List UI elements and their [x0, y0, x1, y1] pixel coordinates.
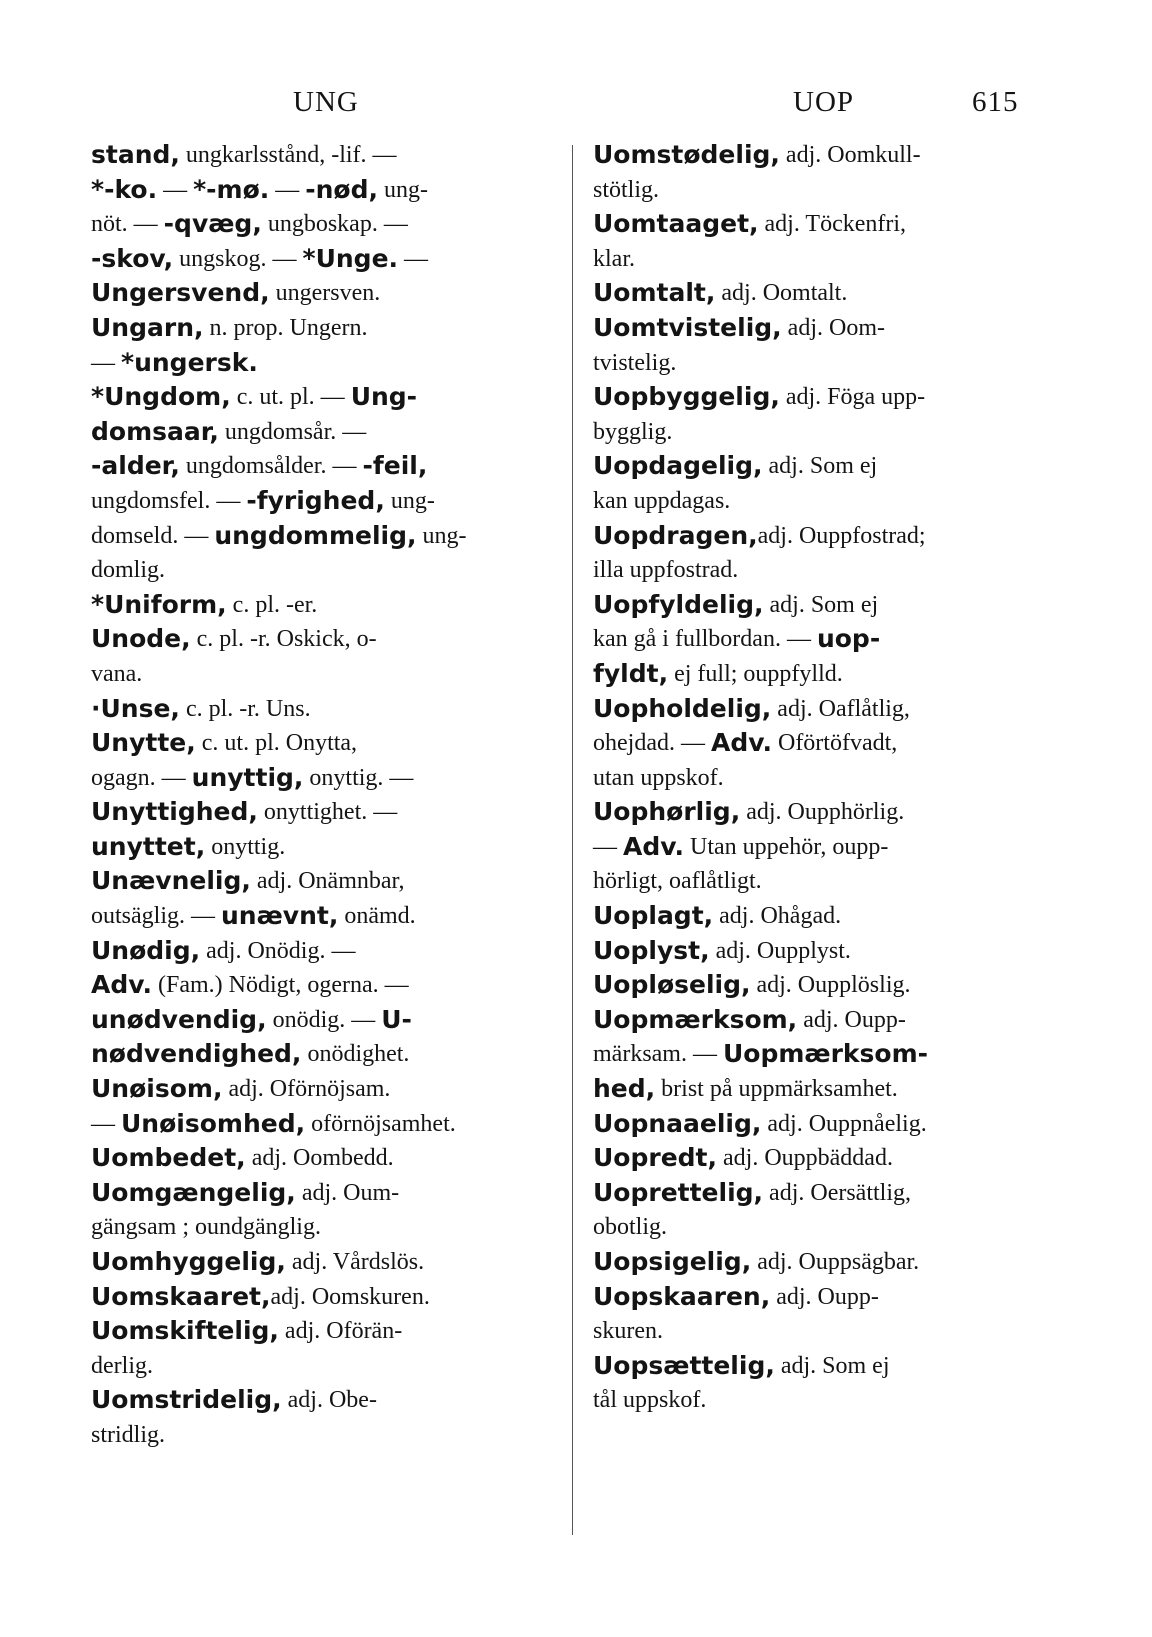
definition-text: domlig.: [91, 557, 166, 584]
definition-text: Utan uppehör, oupp-: [684, 833, 889, 860]
dictionary-line: [91, 449, 561, 484]
definition-text: gängsam ; oundgänglig.: [91, 1214, 321, 1241]
definition-text: outsäglig. —: [91, 903, 221, 930]
definition-text: —: [157, 176, 194, 203]
definition-text: adj. Onämnbar,: [250, 868, 405, 895]
definition-text: bygglig.: [593, 418, 673, 445]
definition-text: adj. Oomskuren.: [270, 1283, 430, 1310]
headword: Uoplyst,: [593, 935, 710, 965]
headword: Unytte,: [91, 728, 196, 758]
dictionary-line: [91, 1176, 561, 1211]
right-column: [593, 138, 1063, 1418]
dictionary-line: [593, 795, 1063, 830]
definition-text: adj. Föga upp-: [779, 384, 926, 411]
definition-text: domseld. —: [91, 522, 215, 549]
headword: unyttet,: [91, 831, 206, 861]
dictionary-line: [91, 1314, 561, 1349]
definition-text: ungdomsålder. —: [179, 453, 363, 480]
definition-text: c. ut. pl. Onytta,: [195, 730, 358, 757]
dictionary-line: [593, 934, 1063, 969]
definition-text: ogagn. —: [91, 764, 192, 791]
dictionary-line: [91, 588, 561, 623]
definition-text: adj. Ouppsägbar.: [751, 1249, 920, 1275]
dictionary-line: [91, 138, 561, 173]
dictionary-line: [593, 449, 1063, 484]
dictionary-line: [91, 553, 561, 588]
definition-text: onödig. —: [266, 1006, 382, 1033]
headword: Adv.: [623, 831, 684, 861]
definition-text: tål uppskof.: [593, 1387, 707, 1414]
definition-text: adj. Ouppbäddad.: [717, 1145, 893, 1172]
dictionary-line: [91, 830, 561, 865]
dictionary-line: [91, 1210, 561, 1245]
dictionary-line: [593, 553, 1063, 588]
headword: Uomhyggelig,: [91, 1247, 286, 1276]
dictionary-line: [91, 726, 561, 761]
headword: Unødig,: [91, 935, 201, 965]
definition-text: skuren.: [593, 1318, 663, 1345]
dictionary-line: [593, 1072, 1063, 1107]
headword: ungdommelig,: [214, 520, 417, 550]
headword: unødvendig,: [91, 1004, 267, 1034]
dictionary-line: [593, 484, 1063, 519]
definition-text: adj. Oupphörlig.: [740, 799, 905, 826]
headword: Unyttighed,: [91, 797, 258, 827]
headword: Uopdagelig,: [593, 451, 763, 481]
dictionary-line: [91, 968, 561, 1003]
dictionary-line: [91, 899, 561, 934]
headword: Uomtvistelig,: [593, 312, 782, 342]
headword: *Unge.: [302, 243, 399, 273]
definition-text: hörligt, oaflåtligt.: [593, 868, 762, 895]
definition-text: onyttig. —: [303, 764, 414, 791]
dictionary-line: [593, 1141, 1063, 1176]
headword: Uopholdelig,: [593, 693, 772, 723]
definition-text: oförnöjsamhet.: [305, 1110, 456, 1137]
headword: Uomskaaret,: [91, 1281, 271, 1311]
definition-text: —: [91, 1110, 121, 1137]
dictionary-line: [593, 692, 1063, 727]
definition-text: adj. Oupp-: [797, 1006, 906, 1033]
headword: *-mø.: [193, 174, 270, 204]
dictionary-line: [593, 622, 1063, 657]
left-column: [91, 138, 561, 1453]
definition-text: adj. Oomkull-: [779, 142, 921, 168]
definition-text: ungdomsfel. —: [91, 487, 247, 514]
definition-text: ungersven.: [269, 280, 381, 307]
definition-text: adj. Som ej: [762, 453, 878, 480]
headword: Uopsigelig,: [593, 1247, 752, 1276]
running-head-left: UNG: [293, 86, 359, 118]
headword: Adv.: [91, 970, 152, 1000]
headword: -skov,: [91, 243, 174, 273]
headword: *Uniform,: [91, 589, 227, 619]
dictionary-line: [91, 1141, 561, 1176]
column-divider: [572, 145, 573, 1535]
definition-text: stridlig.: [91, 1421, 166, 1448]
definition-text: adj. Oaflåtlig,: [771, 695, 910, 722]
definition-text: ohejdad. —: [593, 730, 711, 757]
definition-text: ungkarlsstånd, -lif. —: [179, 142, 397, 168]
definition-text: onyttig.: [205, 833, 286, 860]
headword: unyttig,: [191, 762, 304, 792]
headword: Uopbyggelig,: [593, 382, 780, 412]
definition-text: adj. Ouppnåelig.: [761, 1110, 927, 1137]
dictionary-line: [593, 276, 1063, 311]
definition-text: adj. Vårdslös.: [285, 1249, 425, 1275]
running-head-center: UOP: [793, 86, 855, 118]
definition-text: adj. Oupplöslig.: [750, 972, 911, 999]
dictionary-line: [593, 1210, 1063, 1245]
headword: Unode,: [91, 624, 191, 654]
definition-text: adj. Ouppfostrad;: [757, 522, 926, 549]
dictionary-line: [91, 657, 561, 692]
dictionary-line: [91, 1003, 561, 1038]
headword: unævnt,: [221, 901, 339, 931]
headword: Uopmærksom,: [593, 1004, 798, 1034]
definition-text: adj. Oupp-: [770, 1283, 879, 1310]
dictionary-line: [91, 484, 561, 519]
definition-text: derlig.: [91, 1352, 153, 1379]
dictionary-line: [91, 692, 561, 727]
definition-text: kan uppdagas.: [593, 487, 731, 514]
dictionary-line: [91, 934, 561, 969]
headword: Adv.: [710, 728, 772, 758]
headword: Uomtalt,: [593, 278, 716, 308]
definition-text: märksam. —: [593, 1041, 723, 1068]
definition-text: obotlig.: [593, 1214, 668, 1241]
dictionary-line: [593, 726, 1063, 761]
definition-text: adj. Töckenfri,: [758, 211, 907, 238]
headword: -qvæg,: [163, 209, 262, 239]
definition-text: adj. Ohågad.: [713, 903, 842, 930]
dictionary-line: [593, 899, 1063, 934]
dictionary-line: [593, 380, 1063, 415]
dictionary-line: [593, 1037, 1063, 1072]
definition-text: adj. Oförnöjsam.: [222, 1076, 391, 1103]
dictionary-line: [91, 207, 561, 242]
dictionary-line: [593, 968, 1063, 1003]
headword: Uoplagt,: [593, 901, 714, 931]
dictionary-line: [593, 1245, 1063, 1280]
headword: Uombedet,: [91, 1143, 246, 1173]
dictionary-line: [91, 173, 561, 208]
definition-text: adj. Oersättlig,: [763, 1179, 912, 1206]
headword: -feil,: [362, 451, 428, 481]
headword: Uomstødelig,: [593, 140, 780, 169]
dictionary-line: [91, 1107, 561, 1142]
dictionary-line: [593, 519, 1063, 554]
headword: fyldt,: [593, 658, 669, 688]
definition-text: c. pl. -r. Uns.: [179, 695, 311, 722]
dictionary-line: [91, 1245, 561, 1280]
dictionary-line: [91, 346, 561, 381]
dictionary-line: [593, 311, 1063, 346]
headword: Uophørlig,: [593, 797, 741, 827]
dictionary-line: [593, 830, 1063, 865]
dictionary-line: [91, 311, 561, 346]
dictionary-line: [593, 242, 1063, 277]
headword: *-ko.: [91, 174, 158, 204]
definition-text: —: [91, 349, 121, 376]
definition-text: klar.: [593, 245, 635, 272]
headword: stand,: [91, 140, 180, 169]
dictionary-line: [91, 1037, 561, 1072]
headword: U-: [381, 1004, 412, 1034]
headword: Unævnelig,: [91, 866, 251, 896]
definition-text: adj. Oum-: [295, 1179, 400, 1206]
headword: Uopmærksom-: [722, 1039, 929, 1069]
definition-text: stötlig.: [593, 176, 660, 203]
page-number: 615: [972, 86, 1019, 118]
definition-text: ung-: [416, 522, 467, 549]
definition-text: adj. Oomtalt.: [715, 280, 848, 307]
headword: ·Unse,: [91, 693, 180, 723]
dictionary-line: [91, 622, 561, 657]
headword: Ung-: [350, 382, 418, 412]
definition-text: ungboskap. —: [261, 211, 408, 238]
definition-text: adj. Oombedd.: [245, 1145, 394, 1172]
definition-text: c. pl. -er.: [226, 591, 318, 618]
dictionary-line: [593, 1003, 1063, 1038]
definition-text: utan uppskof.: [593, 764, 724, 791]
headword: -nød,: [305, 174, 378, 204]
definition-text: ung-: [384, 487, 435, 514]
dictionary-line: [593, 346, 1063, 381]
dictionary-line: [593, 1107, 1063, 1142]
dictionary-line: [593, 864, 1063, 899]
definition-text: nöt. —: [91, 211, 164, 238]
dictionary-line: [91, 795, 561, 830]
dictionary-line: [91, 1418, 561, 1453]
definition-text: adj. Oförän-: [278, 1318, 403, 1345]
headword: Uopløselig,: [593, 970, 751, 1000]
definition-text: c. pl. -r. Oskick, o-: [190, 626, 377, 653]
headword: *Ungdom,: [91, 382, 231, 412]
definition-text: —: [398, 245, 429, 272]
definition-text: c. ut. pl. —: [230, 384, 351, 411]
definition-text: ungskog. —: [173, 245, 303, 272]
definition-text: Oförtöfvadt,: [771, 730, 898, 757]
headword: nødvendighed,: [91, 1039, 302, 1069]
dictionary-line: [593, 588, 1063, 623]
headword: uop-: [816, 624, 881, 654]
headword: Ungarn,: [91, 312, 204, 342]
headword: Uopfyldelig,: [593, 589, 764, 619]
headword: Uopskaaren,: [593, 1281, 771, 1311]
dictionary-line: [593, 138, 1063, 173]
definition-text: adj. Onödig. —: [200, 937, 356, 964]
dictionary-line: [91, 380, 561, 415]
dictionary-line: [593, 657, 1063, 692]
headword: domsaar,: [91, 416, 219, 446]
definition-text: n. prop. Ungern.: [203, 314, 368, 341]
definition-text: ej full; ouppfylld.: [668, 660, 843, 687]
definition-text: —: [593, 833, 623, 860]
dictionary-line: [91, 761, 561, 796]
dictionary-line: [593, 1280, 1063, 1315]
dictionary-line: [593, 207, 1063, 242]
definition-text: ungdomsår. —: [218, 418, 367, 445]
dictionary-line: [593, 1383, 1063, 1418]
definition-text: adj. Som ej: [763, 591, 879, 618]
headword: Uomstridelig,: [91, 1385, 282, 1415]
dictionary-line: [91, 242, 561, 277]
headword: Uomtaaget,: [593, 209, 759, 239]
dictionary-line: [593, 1349, 1063, 1384]
dictionary-line: [91, 276, 561, 311]
dictionary-line: [91, 1349, 561, 1384]
definition-text: adj. Som ej: [774, 1352, 890, 1379]
headword: -alder,: [91, 451, 180, 481]
dictionary-line: [593, 173, 1063, 208]
headword: hed,: [593, 1074, 656, 1104]
definition-text: onödighet.: [301, 1041, 410, 1068]
dictionary-line: [593, 415, 1063, 450]
definition-text: tvistelig.: [593, 349, 677, 376]
headword: Uomgængelig,: [91, 1177, 296, 1207]
dictionary-line: [91, 1072, 561, 1107]
dictionary-line: [593, 761, 1063, 796]
definition-text: vana.: [91, 660, 143, 687]
headword: Uomskiftelig,: [91, 1316, 279, 1346]
headword: Unøisom,: [91, 1074, 223, 1104]
headword: Uoprettelig,: [593, 1177, 764, 1207]
headword: Ungersvend,: [91, 278, 270, 308]
dictionary-line: [593, 1314, 1063, 1349]
headword: Uopsættelig,: [593, 1350, 775, 1380]
definition-text: (Fam.) Nödigt, ogerna. —: [152, 972, 409, 999]
dictionary-line: [91, 864, 561, 899]
headword: Unøisomhed,: [121, 1108, 306, 1138]
definition-text: brist på uppmärksamhet.: [655, 1076, 898, 1103]
definition-text: adj. Obe-: [281, 1387, 377, 1414]
headword: *ungersk.: [121, 347, 258, 377]
headword: -fyrighed,: [246, 485, 385, 515]
definition-text: —: [269, 176, 306, 203]
dictionary-line: [91, 415, 561, 450]
headword: Uopdragen,: [593, 520, 758, 550]
definition-text: onämd.: [338, 903, 416, 930]
dictionary-line: [91, 519, 561, 554]
headword: Uopredt,: [593, 1143, 717, 1173]
definition-text: ung-: [378, 176, 428, 203]
dictionary-line: [593, 1176, 1063, 1211]
dictionary-line: [91, 1383, 561, 1418]
definition-text: illa uppfostrad.: [593, 557, 739, 584]
definition-text: onyttighet. —: [257, 799, 398, 826]
dictionary-line: [91, 1280, 561, 1315]
definition-text: adj. Oom-: [781, 314, 885, 341]
headword: Uopnaaelig,: [593, 1108, 762, 1138]
definition-text: adj. Oupplyst.: [709, 937, 851, 964]
definition-text: kan gå i fullbordan. —: [593, 626, 817, 653]
